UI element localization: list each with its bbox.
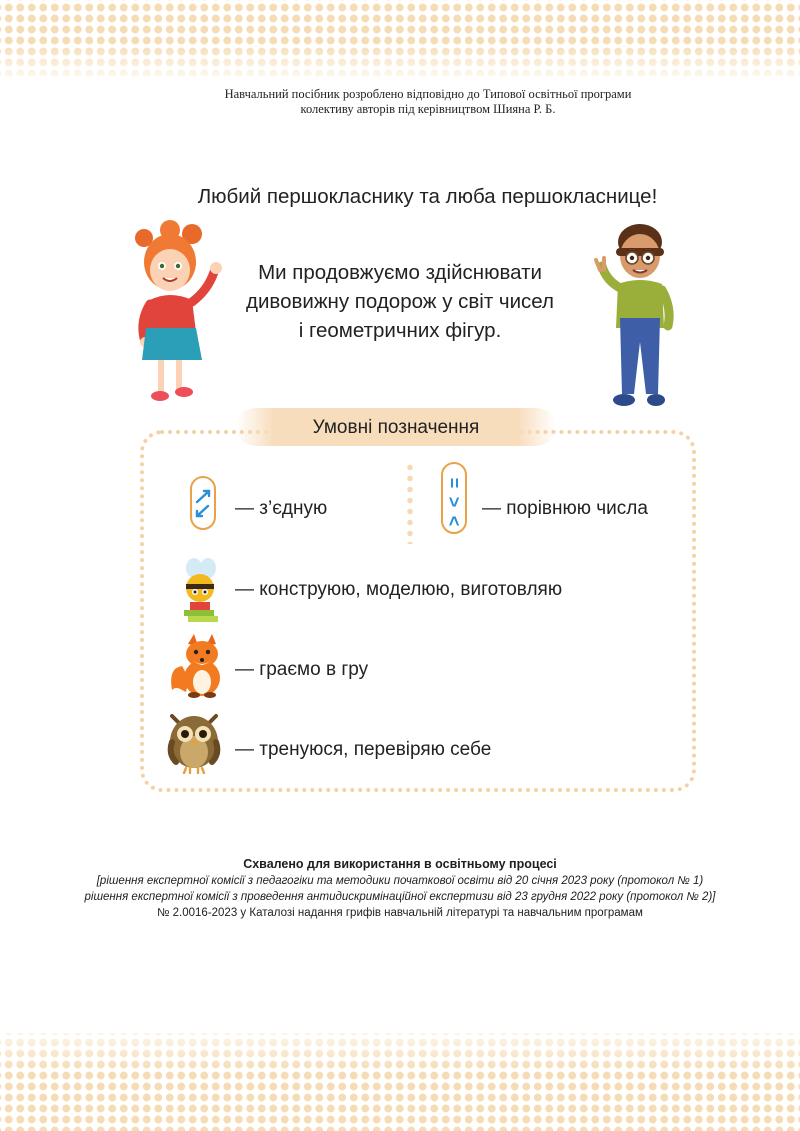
intro-line-1: Ми продовжуємо здійснювати <box>258 261 542 284</box>
greater-than-symbol: > <box>444 496 464 508</box>
legend-divider <box>407 462 413 544</box>
program-note <box>0 87 800 117</box>
equals-symbol: = <box>444 477 464 489</box>
owl-icon <box>164 708 224 774</box>
top-dot-pattern <box>0 0 800 76</box>
approval-decision-1: [рішення експертної комісії з педагогіки та методики початкової освіти від 20 січня 2023 року (протокол № 1) <box>96 875 704 887</box>
compare-signs-icon <box>441 462 467 534</box>
approval-decision-2: рішення експертної комісії з проведення антидискримінаційної експертизи від 23 грудня 2022 року (протокол № 2)] <box>84 891 716 903</box>
program-note-line-1: Навчальний посібник розроблено відповідно до Типової освітньої програми <box>224 87 632 101</box>
legend-title: Умовні позначення <box>312 417 480 438</box>
bottom-dot-pattern <box>0 1033 800 1131</box>
connect-arrows-icon <box>190 476 216 530</box>
legend-item-construct-label: — конструюю, моделюю, виготовляю <box>235 579 563 600</box>
approval-catalog-number: № 2.0016-2023 у Каталозі надання грифів навчальній літературі та навчальним програмам <box>157 907 643 919</box>
intro-line-3: і геометричних фігур. <box>298 319 502 342</box>
legend-item-compare-label: — порівнюю числа <box>482 498 648 519</box>
legend-item-game-label: — граємо в гру <box>235 659 369 680</box>
approval-title: Схвалено для використання в освітньому процесі <box>243 857 557 871</box>
intro-text <box>0 258 800 345</box>
bee-constructor-icon <box>176 558 224 624</box>
less-than-symbol: < <box>444 515 464 527</box>
approval-block <box>0 855 800 921</box>
intro-line-2: дивовижну подорож у світ чисел <box>246 290 554 313</box>
legend-item-connect-label: — з’єдную <box>235 498 328 519</box>
program-note-line-2: колективу авторів під керівництвом Шияна Р. Б. <box>300 102 556 116</box>
greeting-heading: Любий першокласнику та люба першокласнице! <box>197 185 658 208</box>
legend-item-practice-label: — тренуюся, перевіряю себе <box>235 739 492 760</box>
fox-icon <box>168 632 228 698</box>
